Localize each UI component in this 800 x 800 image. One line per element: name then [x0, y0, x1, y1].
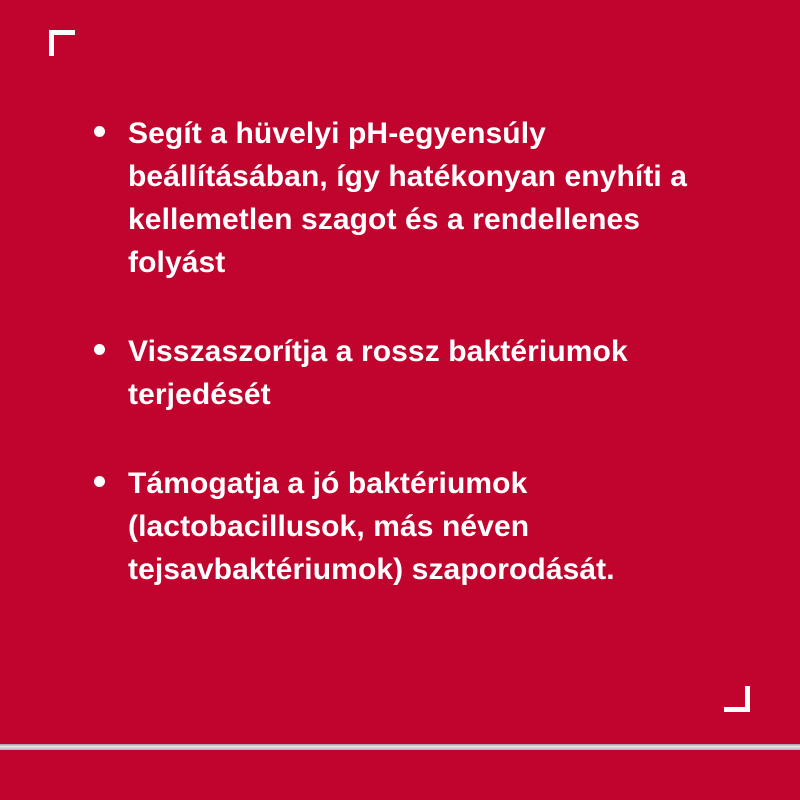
- benefit-text: Támogatja a jó baktériumok (lactobacillusok, más néven tejsavbaktériumok) szaporodását.: [128, 467, 615, 586]
- bullet-icon: [94, 344, 105, 355]
- benefit-item: [92, 330, 732, 416]
- benefit-text: Visszaszorítja a rossz baktériumok terjedését: [128, 335, 628, 411]
- corner-bracket-top-left: [49, 30, 75, 56]
- silver-divider-band: [0, 744, 800, 750]
- benefit-text: Segít a hüvelyi pH-egyensúly beállításában, így hatékonyan enyhíti a kellemetlen szagot és a rendellenes folyást: [128, 117, 688, 279]
- bullet-icon: [94, 126, 105, 137]
- bullet-icon: [94, 476, 105, 487]
- benefit-item: [92, 112, 732, 284]
- benefit-item: [92, 462, 732, 591]
- benefit-list: [92, 112, 732, 637]
- corner-bracket-bottom-right: [724, 686, 750, 712]
